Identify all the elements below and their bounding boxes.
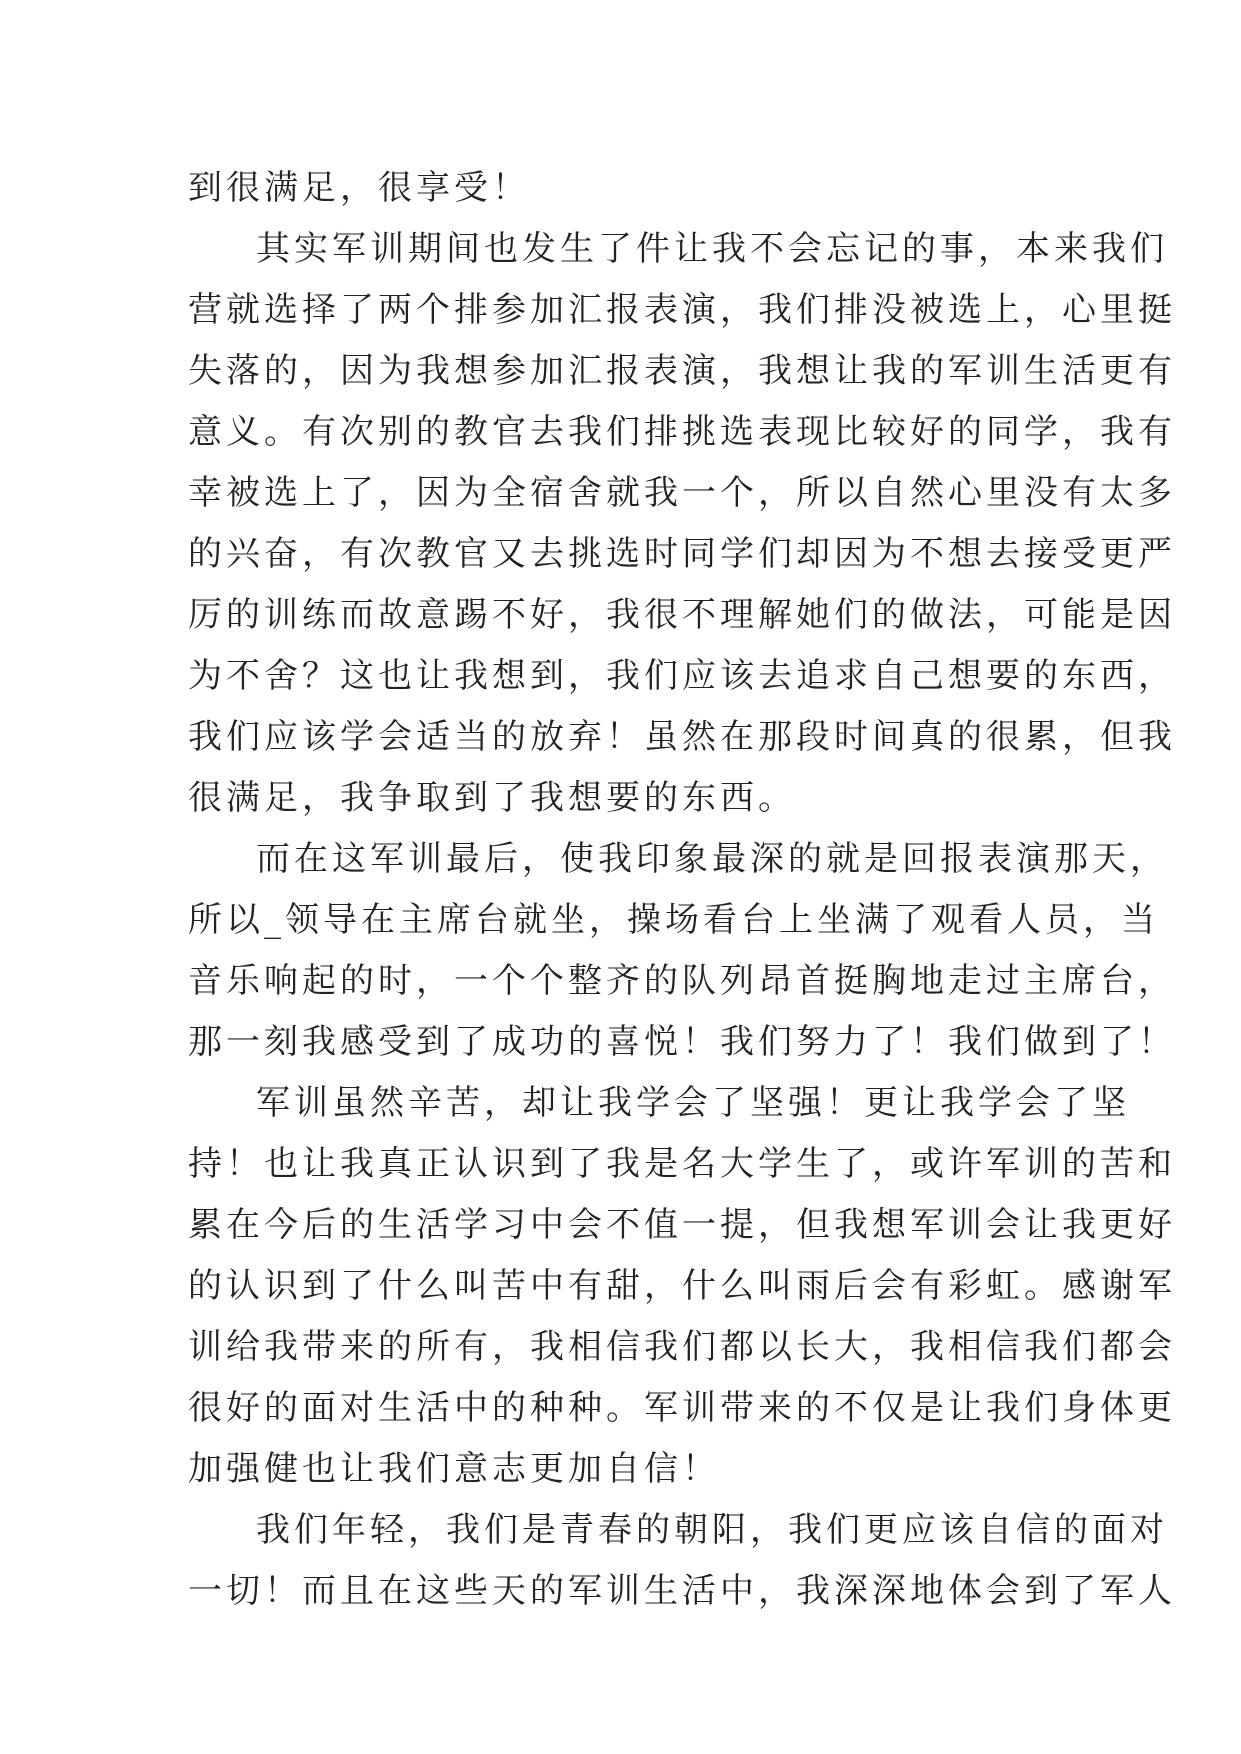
text-line: 很满足，我争取到了我想要的东西。: [188, 778, 796, 818]
paragraph-first-line: 而在这军训最后，使我印象最深的就是回报表演那天，: [256, 839, 1168, 879]
text-line: 累在今后的生活学习中会不值一提，但我想军训会让我更好: [188, 1205, 1176, 1245]
text-line: 营就选择了两个排参加汇报表演，我们排没被选上，心里挺: [188, 290, 1176, 330]
text-line: 幸被选上了，因为全宿舍就我一个，所以自然心里没有太多: [188, 473, 1176, 513]
text-line: 加强健也让我们意志更加自信！: [188, 1449, 720, 1489]
text-line: 失落的，因为我想参加汇报表演，我想让我的军训生活更有: [188, 351, 1176, 391]
text-line: 训给我带来的所有，我相信我们都以长大，我相信我们都会: [188, 1327, 1176, 1367]
text-line: 那一刻我感受到了成功的喜悦！我们努力了！我们做到了！: [188, 1022, 1176, 1062]
text-line: 音乐响起的时，一个个整齐的队列昂首挺胸地走过主席台，: [188, 961, 1176, 1001]
text-line: 厉的训练而故意踢不好，我很不理解她们的做法，可能是因: [188, 595, 1176, 635]
text-line: 的认识到了什么叫苦中有甜，什么叫雨后会有彩虹。感谢军: [188, 1266, 1176, 1306]
document-body: [188, 158, 1176, 1622]
text-line: 的兴奋，有次教官又去挑选时同学们却因为不想去接受更严: [188, 534, 1176, 574]
paragraph-first-line: 军训虽然辛苦，却让我学会了坚强！更让我学会了坚: [256, 1083, 1130, 1123]
text-line: 我们应该学会适当的放弃！虽然在那段时间真的很累，但我: [188, 717, 1176, 757]
text-line: 意义。有次别的教官去我们排挑选表现比较好的同学，我有: [188, 412, 1176, 452]
text-line: 为不舍？这也让我想到，我们应该去追求自己想要的东西，: [188, 656, 1176, 696]
paragraph-first-line: 其实军训期间也发生了件让我不会忘记的事，本来我们: [256, 229, 1168, 269]
paragraph-first-line: 我们年轻，我们是青春的朝阳，我们更应该自信的面对: [256, 1510, 1168, 1550]
text-line: 到很满足，很享受！: [188, 168, 530, 208]
text-line: 一切！而且在这些天的军训生活中，我深深地体会到了军人: [188, 1571, 1176, 1611]
text-line: 很好的面对生活中的种种。军训带来的不仅是让我们身体更: [188, 1388, 1176, 1428]
text-line: 所以_领导在主席台就坐，操场看台上坐满了观看人员，当: [188, 900, 1159, 940]
text-line: 持！也让我真正认识到了我是名大学生了，或许军训的苦和: [188, 1144, 1176, 1184]
